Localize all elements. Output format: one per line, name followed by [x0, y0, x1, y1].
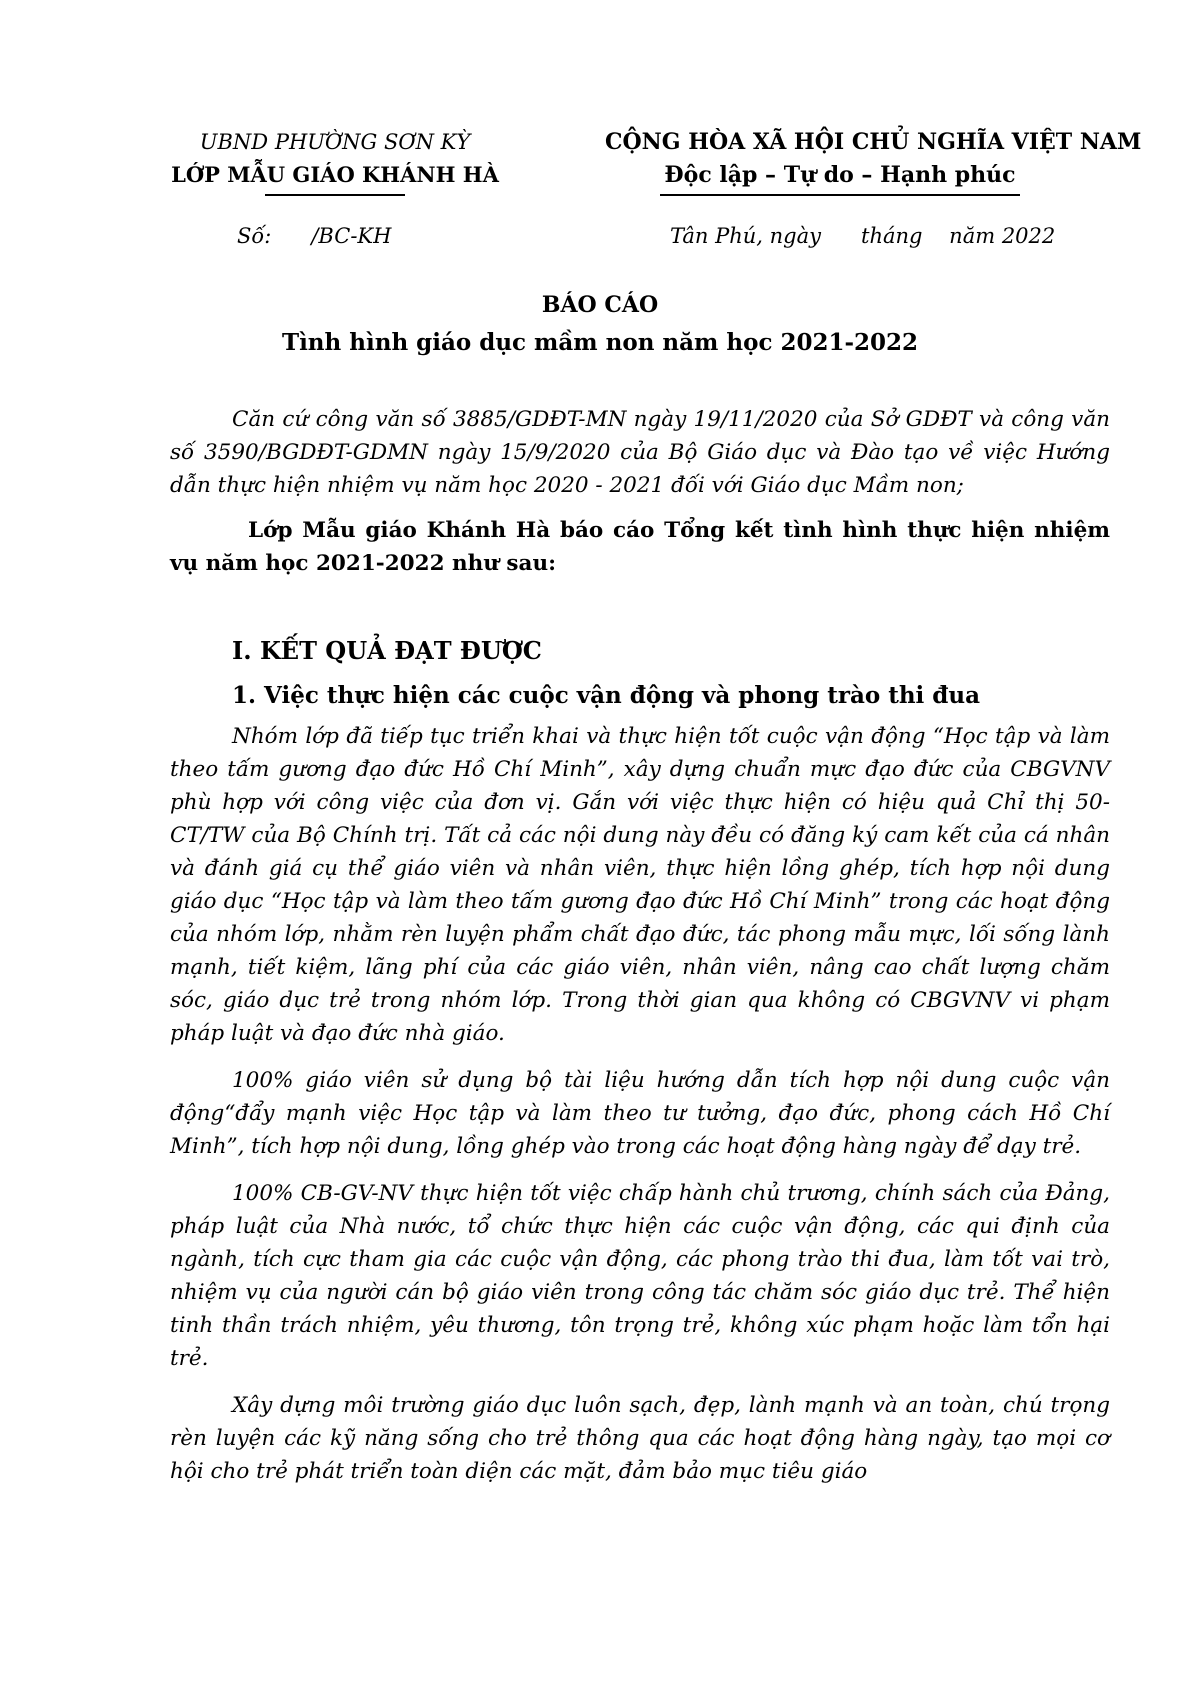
preamble-statement: Lớp Mẫu giáo Khánh Hà báo cáo Tổng kết tình hình thực hiện nhiệm vụ năm học 2021-2022 như sau:	[170, 518, 1110, 576]
body-paragraph: Xây dựng môi trường giáo dục luôn sạch, đẹp, lành mạnh và an toàn, chú trọng rèn luyện các kỹ năng sống cho trẻ thông qua các hoạt động hàng ngày, tạo mọi cơ hội cho trẻ phát triển toàn diện các mặt, đảm bảo mục tiêu giáo	[170, 1393, 1110, 1484]
preamble-basis: Căn cứ công văn số 3885/GDĐT-MN ngày 19/11/2020 của Sở GDĐT và công văn số 3590/BGDĐT-GDMN ngày 15/9/2020 của Bộ Giáo dục và Đào tạo về việc Hướng dẫn thực hiện nhiệm vụ năm học 2020 - 2021 đối với Giáo dục Mầm non;	[170, 407, 1110, 498]
place-and-date: Tân Phú, ngày tháng năm 2022	[670, 224, 1056, 248]
national-header-block	[605, 126, 1142, 196]
document-subtitle: Tình hình giáo dục mầm non năm học 2021-2022	[281, 329, 919, 356]
body-paragraph: 100% CB-GV-NV thực hiện tốt việc chấp hành chủ trương, chính sách của Đảng, pháp luật của Nhà nước, tổ chức thực hiện các cuộc vận động, các qui định của ngành, tích cực tham gia các cuộc vận động, các phong trào thi đua, làm tốt vai trò, nhiệm vụ của người cán bộ giáo viên trong công tác chăm sóc giáo dục trẻ. Thể hiện tinh thần trách nhiệm, yêu thương, tôn trọng trẻ, không xúc phạm hoặc làm tổn hại trẻ.	[170, 1181, 1110, 1371]
document-title: BÁO CÁO	[541, 292, 659, 318]
section-heading: I. KẾT QUẢ ĐẠT ĐƯỢC	[232, 636, 542, 665]
issuing-organization-block	[145, 126, 525, 196]
organization-name: LỚP MẪU GIÁO KHÁNH HÀ	[171, 162, 499, 187]
motto-underline	[660, 194, 1020, 196]
parent-organization: UBND PHƯỜNG SƠN KỲ	[199, 130, 471, 154]
national-motto: Độc lập – Tự do – Hạnh phúc	[664, 162, 1016, 188]
national-title: CỘNG HÒA XÃ HỘI CHỦ NGHĨA VIỆT NAM	[605, 129, 1142, 155]
document-body	[170, 403, 1110, 1488]
body-paragraph: 100% giáo viên sử dụng bộ tài liệu hướng dẫn tích hợp nội dung cuộc vận động“đẩy mạnh việc Học tập và làm theo tư tưởng, đạo đức, phong cách Hồ Chí Minh”, tích hợp nội dung, lồng ghép vào trong các hoạt động hàng ngày để dạy trẻ.	[170, 1068, 1110, 1159]
document-number: Số: /BC-KH	[237, 224, 392, 248]
subsection-heading: 1. Việc thực hiện các cuộc vận động và phong trào thi đua	[232, 682, 980, 709]
organization-underline	[265, 194, 405, 196]
body-paragraph: Nhóm lớp đã tiếp tục triển khai và thực hiện tốt cuộc vận động “Học tập và làm theo tấm gương đạo đức Hồ Chí Minh”, xây dựng chuẩn mực đạo đức của CBGVNV phù hợp với công việc của đơn vị. Gắn với việc thực hiện có hiệu quả Chỉ thị 50-CT/TW của Bộ Chính trị. Tất cả các nội dung này đều có đăng ký cam kết của cá nhân và đánh giá cụ thể giáo viên và nhân viên, thực hiện lồng ghép, tích hợp nội dung giáo dục “Học tập và làm theo tấm gương đạo đức Hồ Chí Minh” trong các hoạt động của nhóm lớp, nhằm rèn luyện phẩm chất đạo đức, tác phong mẫu mực, lối sống lành mạnh, tiết kiệm, lãng phí của các giáo viên, nhân viên, nâng cao chất lượng chăm sóc, giáo dục trẻ trong nhóm lớp. Trong thời gian qua không có CBGVNV vi phạm pháp luật và đạo đức nhà giáo.	[170, 724, 1110, 1046]
